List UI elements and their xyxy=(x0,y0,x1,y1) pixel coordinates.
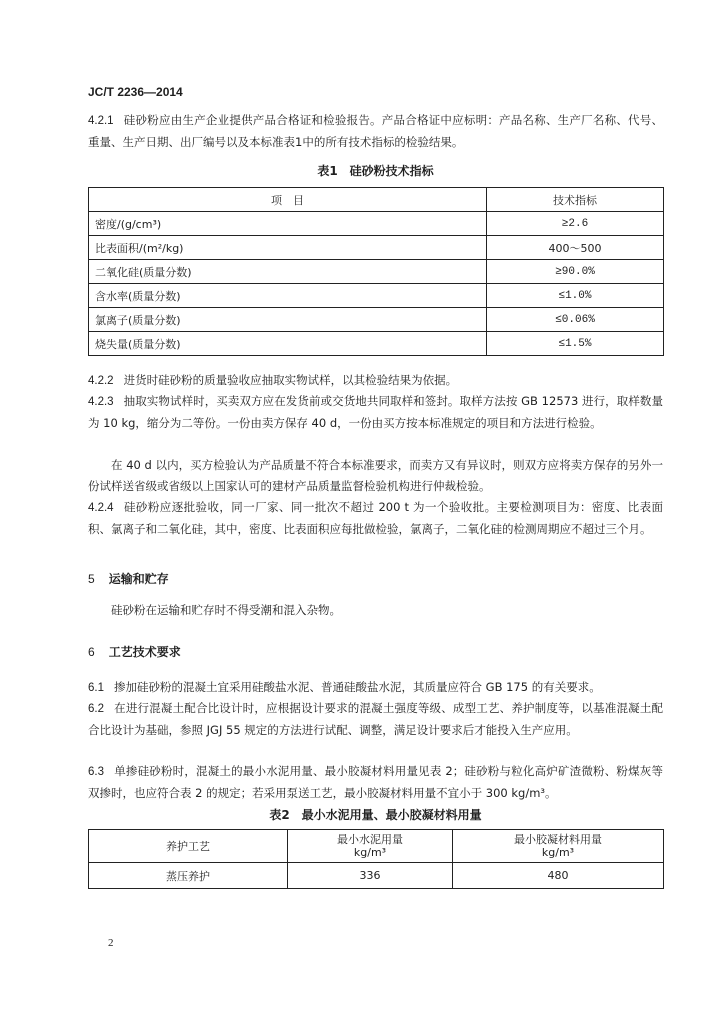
clause-4-2-1 xyxy=(88,110,663,153)
table-cell: 二氧化硅(质量分数) xyxy=(89,260,487,284)
clause-number: 6.2 xyxy=(88,703,104,715)
section-title: 工艺技术要求 xyxy=(108,645,181,659)
table-cell: 烧失量(质量分数) xyxy=(89,332,487,356)
table-row xyxy=(89,332,664,356)
table-cell: 480 xyxy=(453,863,664,889)
clause-number: 4.2.3 xyxy=(88,396,114,408)
page-number: 2 xyxy=(108,937,114,949)
clause-text: 在进行混凝土配合比设计时，应根据设计要求的混凝土强度等级、成型工艺、养护制度等，以基准混凝土配合比设计为基础，参照 JGJ 55 规定的方法进行试配、调整，满足设计要求后才能投入生产应用。 xyxy=(88,701,663,737)
table-cell: ≥90.0% xyxy=(487,260,664,284)
header-unit: kg/m³ xyxy=(353,846,387,859)
table-header-row xyxy=(89,830,664,863)
clause-6-1 xyxy=(88,677,663,699)
table-cell: ≤1.0% xyxy=(487,284,664,308)
table-header-item: 项 目 xyxy=(89,188,487,212)
table-cell: ≤1.5% xyxy=(487,332,664,356)
table1-caption: 表1 硅砂粉技术指标 xyxy=(317,164,434,178)
table-header-row xyxy=(89,188,664,212)
clause-text: 抽取实物试样时，买卖双方应在发货前或交货地共同取样和签封。取样方法按 GB 12573 进行，取样数量为 10 kg，缩分为二等份。一份由卖方保存 40 d，一份由买方按本标准规定的项目和方法进行检验。 xyxy=(88,394,663,430)
clause-number: 6.1 xyxy=(88,682,104,694)
table2-min-dosage xyxy=(88,829,664,889)
clause-4-2-4 xyxy=(88,497,663,540)
clause-text: 掺加硅砂粉的混凝土宜采用硅酸盐水泥、普通硅酸盐水泥，其质量应符合 GB 175 的有关要求。 xyxy=(114,680,601,694)
clause-4-2-2 xyxy=(88,370,663,392)
table-cell: 氯离子(质量分数) xyxy=(89,308,487,332)
section-title: 运输和贮存 xyxy=(108,572,169,586)
clause-6-2 xyxy=(88,698,663,741)
table-header-curing xyxy=(89,830,288,863)
standard-code-header: JC/T 2236—2014 xyxy=(88,85,183,99)
section-number: 5 xyxy=(88,572,95,586)
clause-number: 4.2.2 xyxy=(88,375,114,387)
table-cell: 336 xyxy=(288,863,453,889)
clause-text: 硅砂粉应逐批验收，同一厂家、同一批次不超过 200 t 为一个验收批。主要检测项目为：密度、比表面积、氯离子和二氧化硅，其中，密度、比表面积应每批做检验，氯离子，二氧化硅的检测周期应不超过三个月。 xyxy=(88,500,663,536)
clause-4-2-3-continued: 在 40 d 以内，买方检验认为产品质量不符合本标准要求，而卖方又有异议时，则双方应将卖方保存的另外一份试样送省级或省级以上国家认可的建材产品质量监督检验机构进行仲裁检验。 xyxy=(88,458,663,493)
clause-text: 单掺硅砂粉时，混凝土的最小水泥用量、最小胶凝材料用量见表 2；硅砂粉与粒化高炉矿渣微粉、粉煤灰等双掺时，也应符合表 2 的规定；若采用泵送工艺，最小胶凝材料用量不宜小于 300 kg/m³。 xyxy=(88,764,663,800)
clause-6-3 xyxy=(88,761,663,804)
clause-number: 4.2.1 xyxy=(88,115,114,127)
table-row xyxy=(89,236,664,260)
table-header-min-cement xyxy=(288,830,453,863)
table-cell: 密度/(g/cm³) xyxy=(89,212,487,236)
section-5-text: 硅砂粉在运输和贮存时不得受潮和混入杂物。 xyxy=(111,603,341,617)
table-header-spec: 技术指标 xyxy=(487,188,664,212)
table-cell: 400～500 xyxy=(487,236,664,260)
clause-number: 4.2.4 xyxy=(88,502,114,514)
clause-text: 硅砂粉应由生产企业提供产品合格证和检验报告。产品合格证中应标明：产品名称、生产厂名称、代号、重量、生产日期、出厂编号以及本标准表1中的所有技术指标的检验结果。 xyxy=(88,113,663,149)
table-cell: 比表面积/(m²/kg) xyxy=(89,236,487,260)
section-6-heading xyxy=(88,643,181,660)
clause-text: 进货时硅砂粉的质量验收应抽取实物试样，以其检验结果为依据。 xyxy=(123,373,458,387)
table2-caption: 表2 最小水泥用量、最小胶凝材料用量 xyxy=(269,808,482,822)
header-label: 养护工艺 xyxy=(166,839,210,853)
clause-number: 6.3 xyxy=(88,766,104,778)
header-label: 最小胶凝材料用量 xyxy=(514,833,602,846)
table-cell: 含水率(质量分数) xyxy=(89,284,487,308)
clause-4-2-3 xyxy=(88,391,663,434)
table-row xyxy=(89,284,664,308)
table1-silica-specs xyxy=(88,187,664,356)
header-label: 最小水泥用量 xyxy=(337,833,403,846)
table-cell: ≥2.6 xyxy=(487,212,664,236)
table-header-min-binder xyxy=(453,830,664,863)
table-cell: ≤0.06% xyxy=(487,308,664,332)
table-row xyxy=(89,863,664,889)
table-row xyxy=(89,308,664,332)
table-cell: 蒸压养护 xyxy=(89,863,288,889)
section-number: 6 xyxy=(88,645,95,659)
section-5-heading xyxy=(88,570,169,587)
table-row xyxy=(89,260,664,284)
header-unit: kg/m³ xyxy=(541,846,575,859)
table-row xyxy=(89,212,664,236)
